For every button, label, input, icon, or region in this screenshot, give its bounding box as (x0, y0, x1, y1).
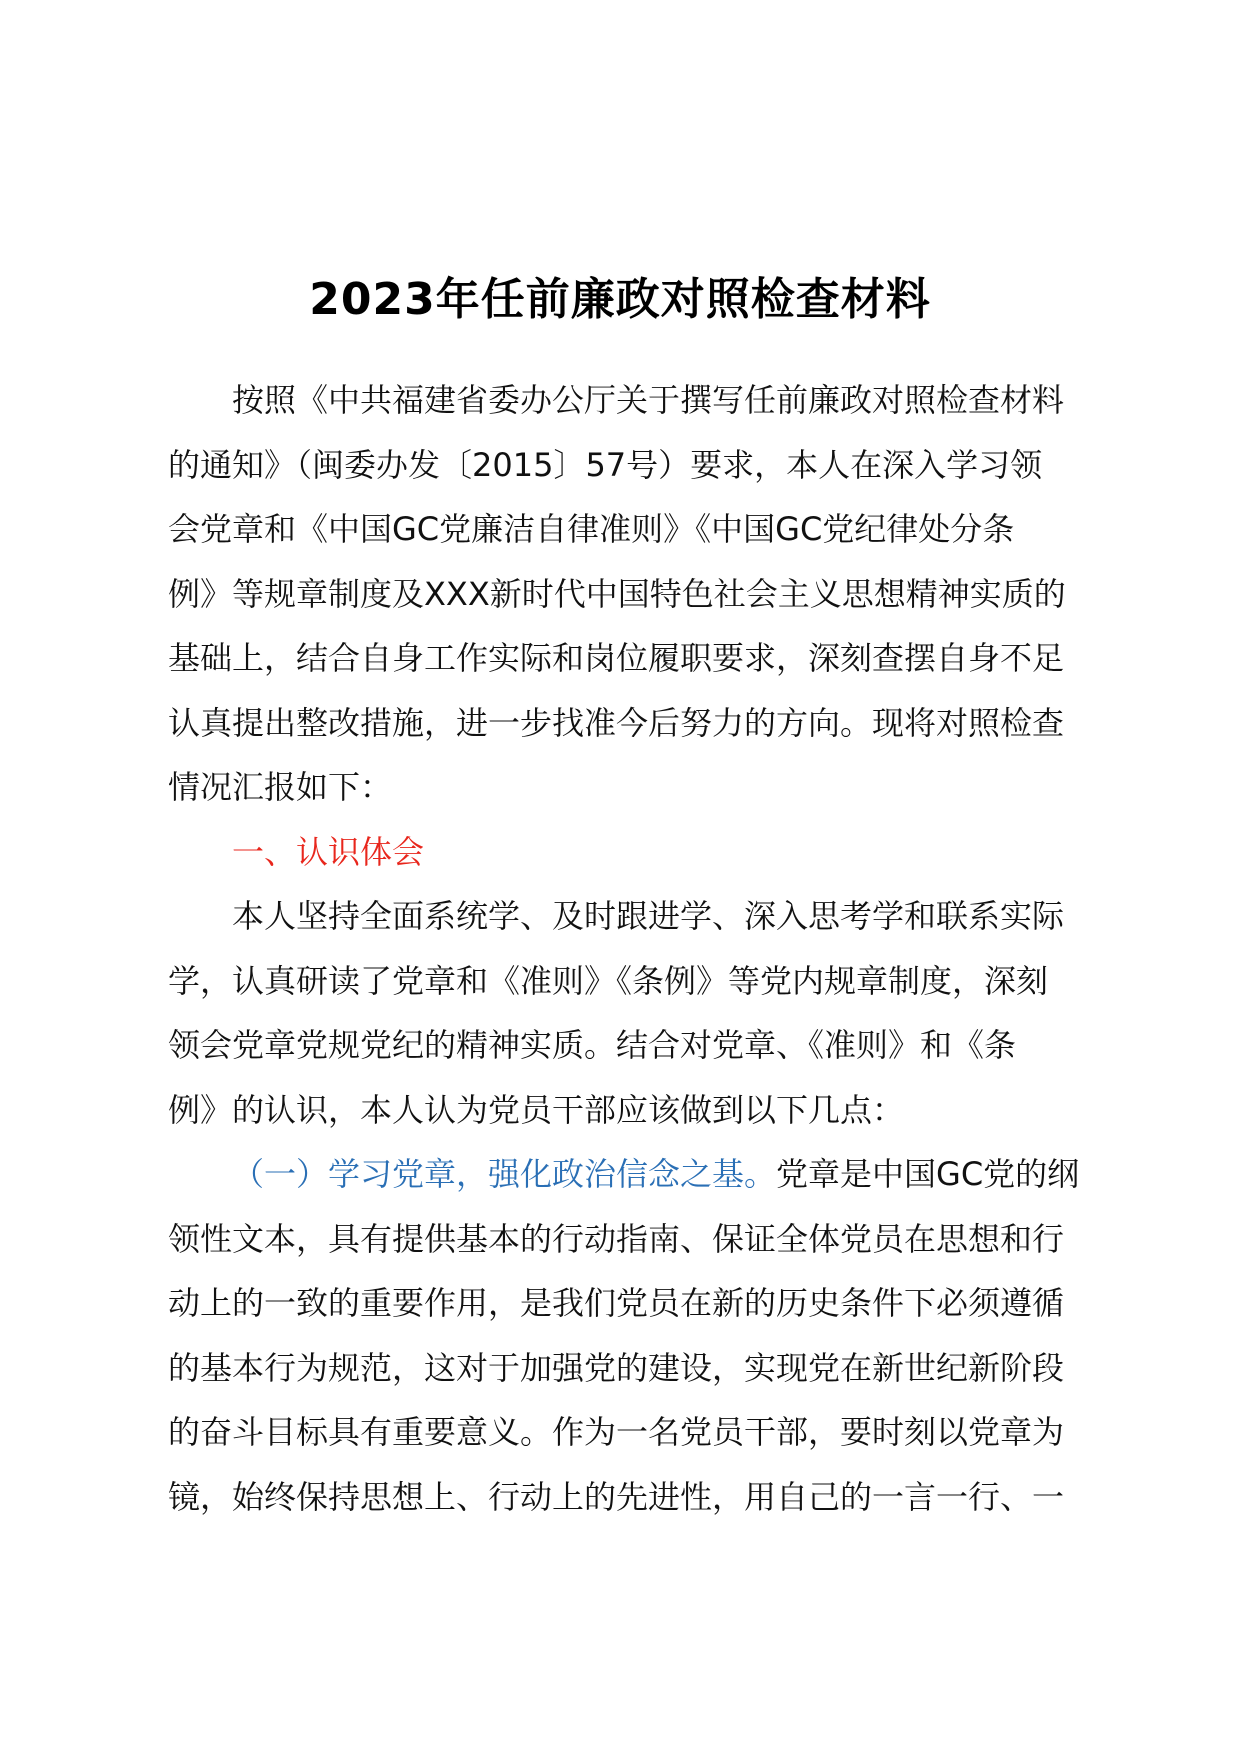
document-body (168, 368, 1128, 1529)
paragraph-text: 党章是中国GC党的纲 (776, 1155, 1080, 1193)
subsection-heading: （一）学习党章，强化政治信念之基。 (232, 1155, 777, 1193)
paragraph-line: 动上的一致的重要作用，是我们党员在新的历史条件下必须遵循 (168, 1284, 1065, 1322)
section-heading: 一、认识体会 (232, 832, 425, 871)
paragraph-line: 按照《中共福建省委办公厅关于撰写任前廉政对照检查材料 (232, 381, 1065, 419)
document-title: 2023年任前廉政对照检查材料 (309, 274, 931, 325)
paragraph-line: 会党章和《中国GC党廉洁自律准则》《中国GC党纪律处分条 (168, 510, 1015, 548)
paragraph-line: 的基本行为规范，这对于加强党的建设，实现党在新世纪新阶段 (168, 1348, 1065, 1387)
paragraph-line: 例》的认识，本人认为党员干部应该做到以下几点： (168, 1090, 905, 1129)
paragraph-line: 本人坚持全面系统学、及时跟进学、深入思考学和联系实际 (232, 897, 1065, 935)
paragraph-line: 例》等规章制度及XXX新时代中国特色社会主义思想精神实质的 (168, 574, 1066, 613)
paragraph-line: 学，认真研读了党章和《准则》《条例》等党内规章制度，深刻 (168, 961, 1049, 1000)
paragraph-line: 的通知》（闽委办发〔2015〕57号）要求，本人在深入学习领 (168, 445, 1043, 484)
paragraph-line: 基础上，结合自身工作实际和岗位履职要求，深刻查摆自身不足 (168, 639, 1065, 677)
subsection-line (168, 1142, 1128, 1207)
paragraph-line: 领性文本，具有提供基本的行动指南、保证全体党员在思想和行 (168, 1219, 1065, 1258)
paragraph-line: 镜，始终保持思想上、行动上的先进性，用自己的一言一行、一 (168, 1477, 1065, 1516)
paragraph-line: 认真提出整改措施，进一步找准今后努力的方向。现将对照检查 (168, 703, 1065, 742)
paragraph-line: 情况汇报如下： (168, 768, 393, 806)
paragraph-line: 领会党章党规党纪的精神实质。结合对党章、《准则》和《条 (168, 1026, 1017, 1064)
paragraph-line: 的奋斗目标具有重要意义。作为一名党员干部，要时刻以党章为 (168, 1413, 1065, 1451)
